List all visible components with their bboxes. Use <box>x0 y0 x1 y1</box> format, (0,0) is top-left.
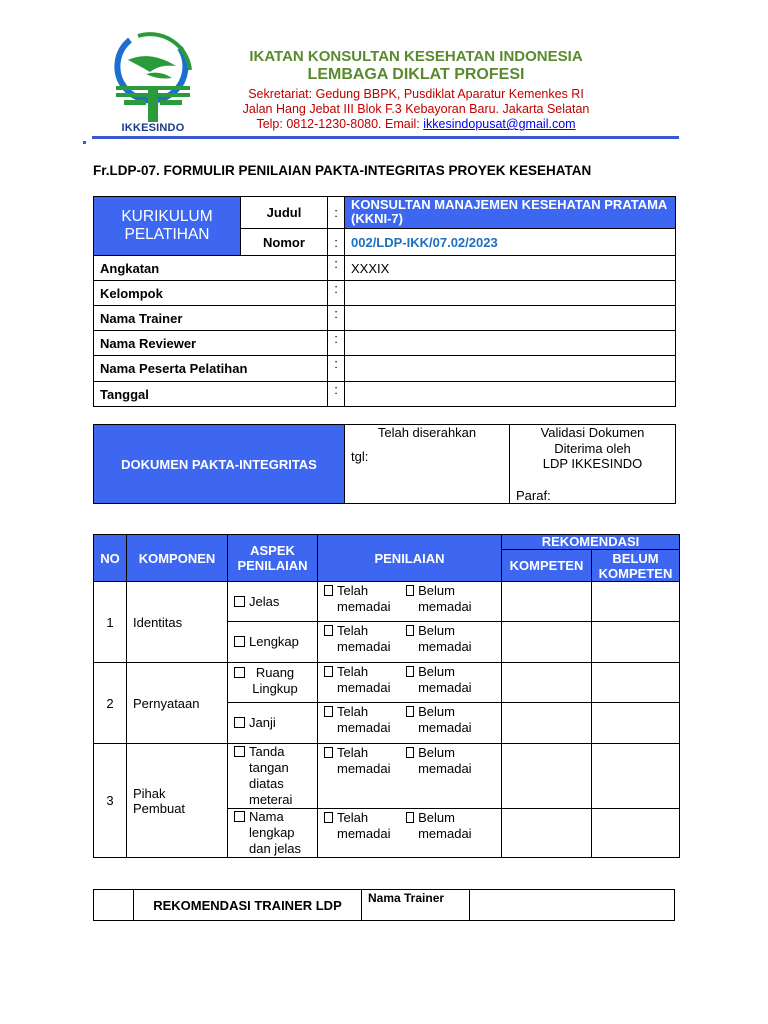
checkbox-telah-memadai[interactable] <box>324 585 333 596</box>
aspek-label: Ruang Lingkup <box>252 665 298 696</box>
nomor-label: Nomor <box>241 229 328 256</box>
kelompok-value[interactable] <box>345 281 676 306</box>
header-kompeten: KOMPETEN <box>502 550 592 582</box>
aspek-label: Jelas <box>249 593 280 609</box>
penilaian-cell <box>318 622 502 663</box>
penilaian-cell <box>318 582 502 622</box>
row-label-kelompok: Kelompok <box>94 281 328 306</box>
item-komponen: Pihak Pembuat <box>127 744 228 858</box>
colon: : <box>328 306 345 331</box>
telah-diserahkan-label: Telah diserahkan <box>377 425 477 440</box>
row-label-nama-trainer: Nama Trainer <box>94 306 328 331</box>
aspek-cell <box>228 663 318 703</box>
checkbox-telah-memadai[interactable] <box>324 812 333 823</box>
globe-logo-icon <box>110 30 196 122</box>
nama-trainer-field[interactable] <box>470 890 675 921</box>
item-no: 3 <box>94 744 127 858</box>
rekomendasi-trainer-table <box>93 889 675 921</box>
colon: : <box>328 256 345 281</box>
nama-reviewer-value[interactable] <box>345 331 676 356</box>
checkbox-aspek-janji[interactable] <box>234 717 245 728</box>
checkbox-aspek-lengkap[interactable] <box>234 636 245 647</box>
belum-kompeten-cell[interactable] <box>592 809 680 858</box>
nama-trainer-label: Nama Trainer <box>362 890 470 921</box>
checkbox-aspek-nama-lengkap[interactable] <box>234 811 245 822</box>
checkbox-belum-memadai[interactable] <box>406 812 415 823</box>
header-rekomendasi: REKOMENDASI <box>502 535 680 550</box>
option-belum: Belum memadai <box>418 810 472 841</box>
aspek-label: Janji <box>249 715 276 730</box>
option-telah: Telah memadai <box>337 704 391 735</box>
kompeten-cell[interactable] <box>502 622 592 663</box>
header-belum-kompeten: BELUM KOMPETEN <box>592 550 680 582</box>
header-penilaian: PENILAIAN <box>318 535 502 582</box>
option-belum: Belum memadai <box>418 745 472 776</box>
judul-label: Judul <box>241 197 328 229</box>
colon: : <box>328 331 345 356</box>
aspek-cell <box>228 622 318 663</box>
assessment-table <box>93 534 680 858</box>
dokumen-table <box>93 424 676 504</box>
judul-value: KONSULTAN MANAJEMEN KESEHATAN PRATAMA (KKNI-7) <box>345 197 676 229</box>
org-name: IKATAN KONSULTAN KESEHATAN INDONESIA <box>249 48 583 65</box>
aspek-label: Lengkap <box>249 634 299 649</box>
belum-kompeten-cell[interactable] <box>592 703 680 744</box>
header-no: NO <box>94 535 127 582</box>
dokumen-label: DOKUMEN PAKTA-INTEGRITAS <box>94 425 345 504</box>
colon: : <box>328 281 345 306</box>
checkbox-aspek-tanda-tangan[interactable] <box>234 746 245 757</box>
option-telah: Telah memadai <box>337 810 391 841</box>
checkbox-aspek-ruang-lingkup[interactable] <box>234 667 245 678</box>
contact-line <box>220 117 612 131</box>
row-label-angkatan: Angkatan <box>94 256 328 281</box>
aspek-label: Tanda tangan diatas meterai <box>249 744 293 807</box>
penilaian-cell <box>318 744 502 809</box>
telah-diserahkan-cell[interactable] <box>345 425 510 504</box>
kurikulum-label: KURIKULUM PELATIHAN <box>94 197 241 256</box>
validasi-cell[interactable] <box>510 425 676 504</box>
colon: : <box>328 229 345 256</box>
option-belum: Belum memadai <box>418 664 472 695</box>
email-link[interactable]: ikkesindopusat@gmail.com <box>423 117 576 131</box>
validasi-line-3: LDP IKKESINDO <box>542 456 643 471</box>
colon: : <box>328 356 345 382</box>
tgl-label: tgl: <box>351 449 369 464</box>
belum-kompeten-cell[interactable] <box>592 622 680 663</box>
kompeten-cell[interactable] <box>502 663 592 703</box>
address-line-1: Sekretariat: Gedung BBPK, Pusdiklat Aparatur Kemenkes RI <box>248 87 584 101</box>
aspek-label: Nama lengkap dan jelas <box>249 809 302 856</box>
aspek-cell <box>228 703 318 744</box>
rekomendasi-trainer-label: REKOMENDASI TRAINER LDP <box>134 890 362 921</box>
tanggal-value[interactable] <box>345 382 676 407</box>
form-title: Fr.LDP-07. FORMULIR PENILAIAN PAKTA-INTEGRITAS PROYEK KESEHATAN <box>93 163 592 178</box>
option-telah: Telah memadai <box>337 664 391 695</box>
row-label-tanggal: Tanggal <box>94 382 328 407</box>
checkbox-telah-memadai[interactable] <box>324 666 333 677</box>
validasi-line-2: Diterima oleh <box>554 440 631 456</box>
option-telah: Telah memadai <box>337 623 391 654</box>
blank-cell <box>94 890 134 921</box>
nomor-value: 002/LDP-IKK/07.02/2023 <box>345 229 676 256</box>
item-komponen: Identitas <box>127 582 228 663</box>
penilaian-cell <box>318 703 502 744</box>
checkbox-aspek-jelas[interactable] <box>234 596 245 607</box>
checkbox-telah-memadai[interactable] <box>324 706 333 717</box>
item-komponen: Pernyataan <box>127 663 228 744</box>
checkbox-telah-memadai[interactable] <box>324 625 333 636</box>
header-rule <box>92 136 679 139</box>
colon: : <box>328 197 345 229</box>
option-belum: Belum memadai <box>418 623 472 654</box>
kompeten-cell[interactable] <box>502 809 592 858</box>
nama-peserta-value[interactable] <box>345 356 676 382</box>
penilaian-cell <box>318 663 502 703</box>
checkbox-telah-memadai[interactable] <box>324 747 333 758</box>
option-belum: Belum memadai <box>418 583 472 614</box>
aspek-cell <box>228 582 318 622</box>
belum-kompeten-cell[interactable] <box>592 582 680 622</box>
colon: : <box>328 382 345 407</box>
checkbox-belum-memadai[interactable] <box>406 666 415 677</box>
kompeten-cell[interactable] <box>502 582 592 622</box>
header-dot <box>83 141 86 144</box>
ikkesindo-logo <box>110 30 196 138</box>
header-komponen: KOMPONEN <box>127 535 228 582</box>
angkatan-value[interactable]: XXXIX <box>345 256 676 281</box>
header-aspek: ASPEK PENILAIAN <box>228 535 318 582</box>
kompeten-cell[interactable] <box>502 703 592 744</box>
checkbox-belum-memadai[interactable] <box>406 747 415 758</box>
penilaian-cell <box>318 809 502 858</box>
nama-trainer-value[interactable] <box>345 306 676 331</box>
address-line-2: Jalan Hang Jebat III Blok F.3 Kebayoran Baru. Jakarta Selatan <box>242 102 590 116</box>
aspek-cell <box>228 809 318 858</box>
checkbox-belum-memadai[interactable] <box>406 706 415 717</box>
checkbox-belum-memadai[interactable] <box>406 585 415 596</box>
kompeten-cell[interactable] <box>502 744 592 809</box>
aspek-cell <box>228 744 318 809</box>
validasi-line-1: Validasi Dokumen <box>540 425 645 440</box>
paraf-label: Paraf: <box>516 487 551 503</box>
org-unit: LEMBAGA DIKLAT PROFESI <box>307 66 525 83</box>
belum-kompeten-cell[interactable] <box>592 663 680 703</box>
option-telah: Telah memadai <box>337 583 391 614</box>
item-no: 1 <box>94 582 127 663</box>
info-table <box>93 196 676 407</box>
option-belum: Belum memadai <box>418 704 472 735</box>
checkbox-belum-memadai[interactable] <box>406 625 415 636</box>
contact-prefix: Telp: 0812-1230-8080. Email: <box>256 117 424 131</box>
row-label-nama-reviewer: Nama Reviewer <box>94 331 328 356</box>
option-telah: Telah memadai <box>337 745 391 776</box>
belum-kompeten-cell[interactable] <box>592 744 680 809</box>
row-label-nama-peserta: Nama Peserta Pelatihan <box>94 356 328 382</box>
logo-text: IKKESINDO <box>121 122 185 134</box>
item-no: 2 <box>94 663 127 744</box>
